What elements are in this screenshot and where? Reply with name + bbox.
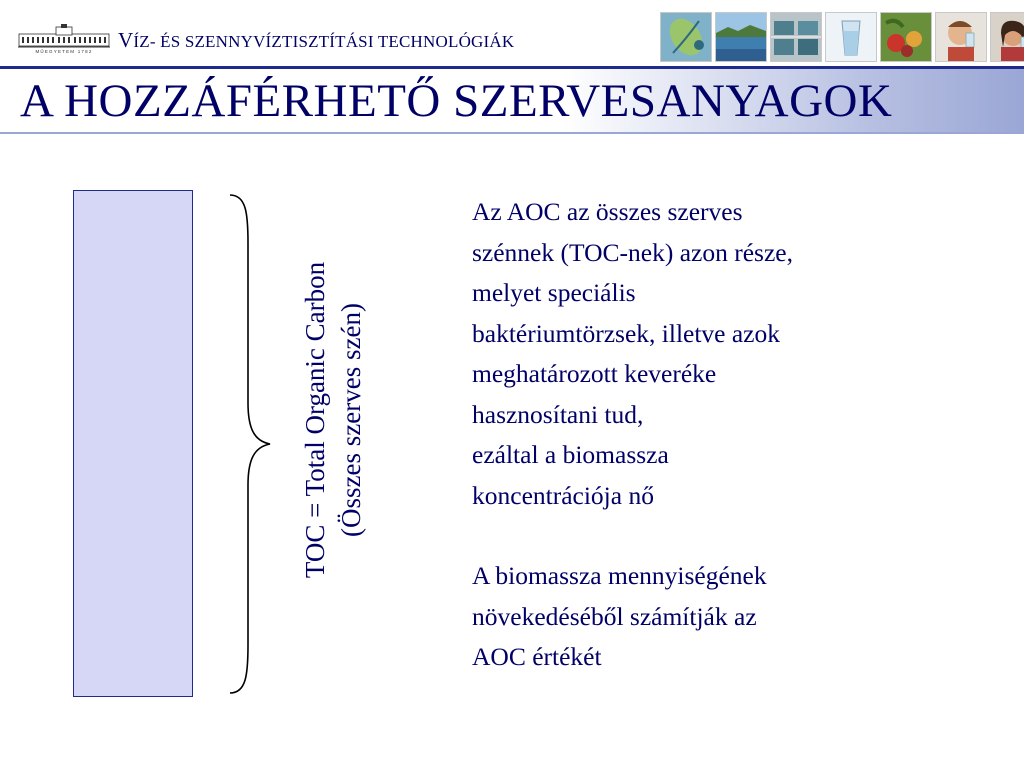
- text-line: szénnek (TOC-nek) azon része,: [472, 237, 793, 267]
- title-band-top-rule: [0, 66, 1024, 69]
- text-line: A biomassza mennyiségének: [472, 561, 767, 590]
- header-photo-strip: [660, 12, 1024, 62]
- drinking-child-photo: [935, 12, 987, 62]
- title-band: [0, 66, 1024, 134]
- page-title: A HOZZÁFÉRHETŐ SZERVESANYAGOK: [20, 75, 893, 127]
- aoc-measurement-paragraph: [472, 556, 972, 678]
- course-title: [118, 28, 514, 53]
- text-line: ezáltal a biomassza: [472, 440, 669, 469]
- toc-bar-rectangle: [73, 190, 193, 697]
- text-line: növekedéséből számítják az: [472, 601, 757, 631]
- paragraph-gap: [472, 516, 972, 556]
- text-line: AOC értékét: [472, 642, 602, 671]
- title-band-bottom-rule: [0, 132, 1024, 134]
- aoc-definition-paragraph: [472, 192, 972, 516]
- treatment-basin-photo: [770, 12, 822, 62]
- text-line: meghatározott keveréke: [472, 359, 717, 388]
- drinking-girl-photo: [990, 12, 1024, 62]
- text-line: Az AOC az összes szerves: [472, 197, 743, 226]
- vegetables-photo: [880, 12, 932, 62]
- toc-label: [297, 200, 369, 640]
- course-title-initial: V: [118, 28, 134, 52]
- leaf-logo-photo: [660, 12, 712, 62]
- slide-header: [0, 0, 1024, 66]
- toc-label-line2: (Összes szerves szén): [336, 303, 366, 537]
- text-line: hasznosítani tud,: [472, 399, 644, 429]
- lake-photo: [715, 12, 767, 62]
- slide-body-text: [472, 192, 972, 678]
- logo-caption: MŰEGYETEM 1782: [35, 49, 93, 54]
- text-line: baktériumtörzsek, illetve azok: [472, 318, 781, 348]
- toc-label-container: [268, 200, 398, 640]
- toc-label-line1: TOC = Total Organic Carbon: [300, 261, 330, 579]
- university-logo: [18, 24, 110, 54]
- text-line: koncentrációja nő: [472, 480, 654, 510]
- text-line: melyet speciális: [472, 278, 636, 307]
- water-glass-photo: [825, 12, 877, 62]
- course-title-rest: ÍZ- ÉS SZENNYVÍZTISZTÍTÁSI TECHNOLÓGIÁK: [133, 32, 515, 51]
